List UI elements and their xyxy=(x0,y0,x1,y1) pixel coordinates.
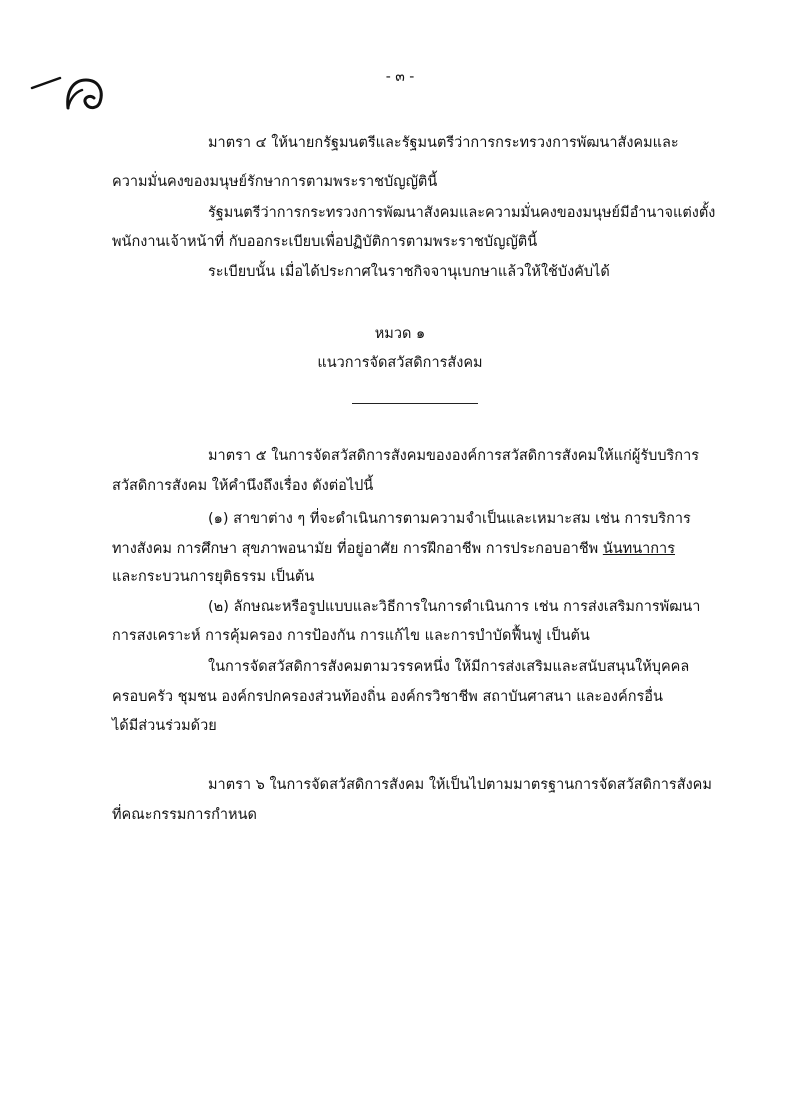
section-4-line-5: ระเบียบนั้น เมื่อได้ประกาศในราชกิจจานุเบกษาแล้วให้ใช้บังคับได้ xyxy=(208,264,610,280)
section-5-para-2-line-1: ในการจัดสวัสดิการสังคมตามวรรคหนึ่ง ให้มีการส่งเสริมและสนับสนุนให้บุคคล xyxy=(208,659,690,675)
chapter-subtitle: แนวการจัดสวัสดิการสังคม xyxy=(317,355,483,371)
chapter-title: หมวด ๑ xyxy=(374,326,426,342)
underlined-term: นันทนาการ xyxy=(602,541,675,557)
section-4-line-1: มาตรา ๔ ให้นายกรัฐมนตรีและรัฐมนตรีว่าการกระทรวงการพัฒนาสังคมและ xyxy=(208,135,679,151)
section-6-line-1: มาตรา ๖ ในการจัดสวัสดิการสังคม ให้เป็นไปตามมาตรฐานการจัดสวัสดิการสังคม xyxy=(208,777,712,793)
section-5-item-2-line-1: (๒) ลักษณะหรือรูปแบบและวิธีการในการดำเนินการ เช่น การส่งเสริมการพัฒนา xyxy=(208,599,701,615)
section-5-item-1-line-1: (๑) สาขาต่าง ๆ ที่จะดำเนินการตามความจำเป็นและเหมาะสม เช่น การบริการ xyxy=(208,511,691,527)
section-5-item-2-line-2: การสงเคราะห์ การคุ้มครอง การป้องกัน การแก้ไข และการบำบัดฟื้นฟู เป็นต้น xyxy=(112,628,590,644)
section-5-para-2-line-2: ครอบครัว ชุมชน องค์กรปกครองส่วนท้องถิ่น องค์กรวิชาชีพ สถาบันศาสนา และองค์กรอื่น xyxy=(112,689,663,705)
chapter-divider xyxy=(352,403,478,404)
section-5-item-1-line-2-text: ทางสังคม การศึกษา สุขภาพอนามัย ที่อยู่อาศัย การฝึกอาชีพ การประกอบอาชีพ xyxy=(112,541,603,557)
section-5-line-1: มาตรา ๕ ในการจัดสวัสดิการสังคมขององค์การสวัสดิการสังคมให้แก่ผู้รับบริการ xyxy=(208,448,700,464)
section-4-line-3: รัฐมนตรีว่าการกระทรวงการพัฒนาสังคมและความมั่นคงของมนุษย์มีอำนาจแต่งตั้ง xyxy=(208,205,716,221)
section-6-line-2: ที่คณะกรรมการกำหนด xyxy=(112,807,257,823)
page-number: - ๓ - xyxy=(385,69,415,85)
section-5-para-2-line-3: ได้มีส่วนร่วมด้วย xyxy=(112,718,217,734)
section-4-line-4: พนักงานเจ้าหน้าที่ กับออกระเบียบเพื่อปฏิบัติการตามพระราชบัญญัตินี้ xyxy=(112,234,538,250)
section-5-item-1-line-3: และกระบวนการยุติธรรม เป็นต้น xyxy=(112,569,315,585)
section-5-line-2: สวัสดิการสังคม ให้คำนึงถึงเรื่อง ดังต่อไปนี้ xyxy=(112,478,374,494)
section-4-line-2: ความมั่นคงของมนุษย์รักษาการตามพระราชบัญญัตินี้ xyxy=(112,174,438,190)
section-5-item-1-line-2 xyxy=(112,539,675,559)
